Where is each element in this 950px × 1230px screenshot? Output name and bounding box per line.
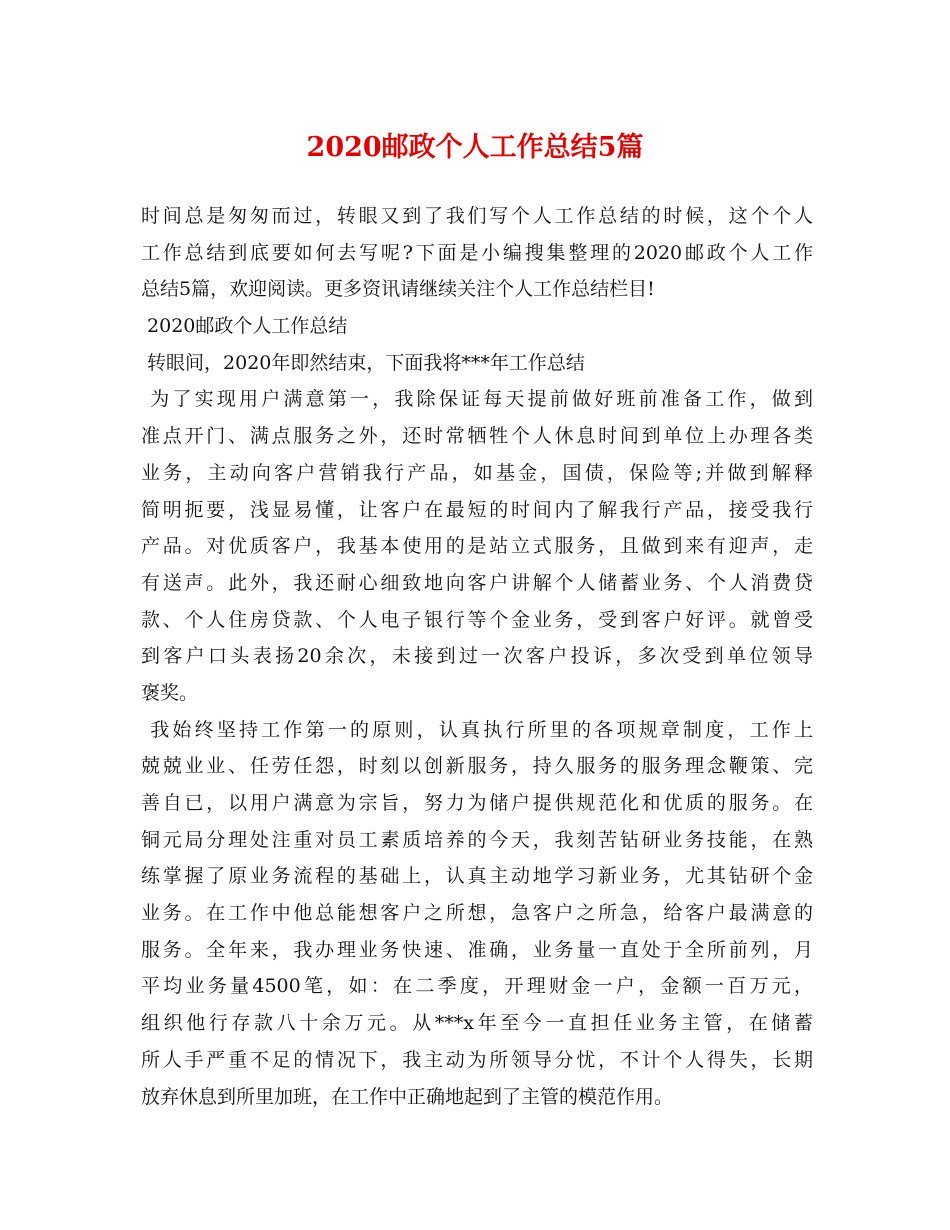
body-line: 善自已，以用户满意为宗旨，努力为储户提供规范化和优质的服务。在 [141,792,813,814]
body-line: 褒奖。 [141,681,199,704]
document-title: 2020邮政个人工作总结5篇 [306,132,644,163]
body-line: 所人手严重不足的情况下，我主动为所领导分忧，不计个人得失，长期 [141,1048,813,1071]
body-line: 业务，主动向客户营销我行产品，如基金，国债，保险等;并做到解释 [141,461,813,484]
body-line: 服务。全年来，我办理业务快速、准确，业务量一直处于全所前列，月 [141,938,813,961]
body-line: 产品。对优质客户，我基本使用的是站立式服务，且做到来有迎声，走 [141,535,813,558]
body-line: 时间总是匆匆而过，转眼又到了我们写个人工作总结的时候，这个个人 [141,205,813,227]
document-body [141,198,813,1115]
body-line: 铜元局分理处注重对员工素质培养的今天，我刻苦钻研业务技能，在熟 [141,828,813,851]
body-line: 总结5篇，欢迎阅读。更多资讯请继续关注个人工作总结栏目! [141,278,655,301]
body-line: 放弃休息到所里加班，在工作中正确地起到了主管的模范作用。 [141,1085,674,1108]
body-line: 平均业务量4500笔，如：在二季度，开理财金一户，金额一百万元， [141,975,813,998]
body-line: 工作总结到底要如何去写呢?下面是小编搜集整理的2020邮政个人工作 [141,241,813,264]
body-line: 兢兢业业、任劳任怨，时刻以创新服务，持久服务的服务理念鞭策、完 [141,755,813,778]
body-line: 款、个人住房贷款、个人电子银行等个金业务，受到客户好评。就曾受 [141,608,813,631]
body-line: 到客户口头表扬20余次，未接到过一次客户投诉，多次受到单位领导 [141,645,813,668]
body-line: 组织他行存款八十余万元。从***x年至今一直担任业务主管，在储蓄 [141,1012,813,1035]
body-line: 有送声。此外，我还耐心细致地向客户讲解个人储蓄业务、个人消费贷 [141,571,813,594]
body-line: 准点开门、满点服务之外，还时常牺牲个人休息时间到单位上办理各类 [141,425,813,448]
body-line: 转眼间，2020年即然结束，下面我将***年工作总结 [141,351,585,374]
body-line: 练掌握了原业务流程的基础上，认真主动地学习新业务，尤其钻研个金 [141,865,813,888]
body-line: 业务。在工作中他总能想客户之所想，急客户之所急，给客户最满意的 [141,902,813,925]
body-line: 为了实现用户满意第一，我除保证每天提前做好班前准备工作，做到 [141,388,813,411]
body-line: 我始终坚持工作第一的原则，认真执行所里的各项规章制度，工作上 [141,718,813,741]
body-line: 简明扼要，浅显易懂，让客户在最短的时间内了解我行产品，接受我行 [141,498,813,521]
section-heading: 2020邮政个人工作总结 [141,315,348,338]
